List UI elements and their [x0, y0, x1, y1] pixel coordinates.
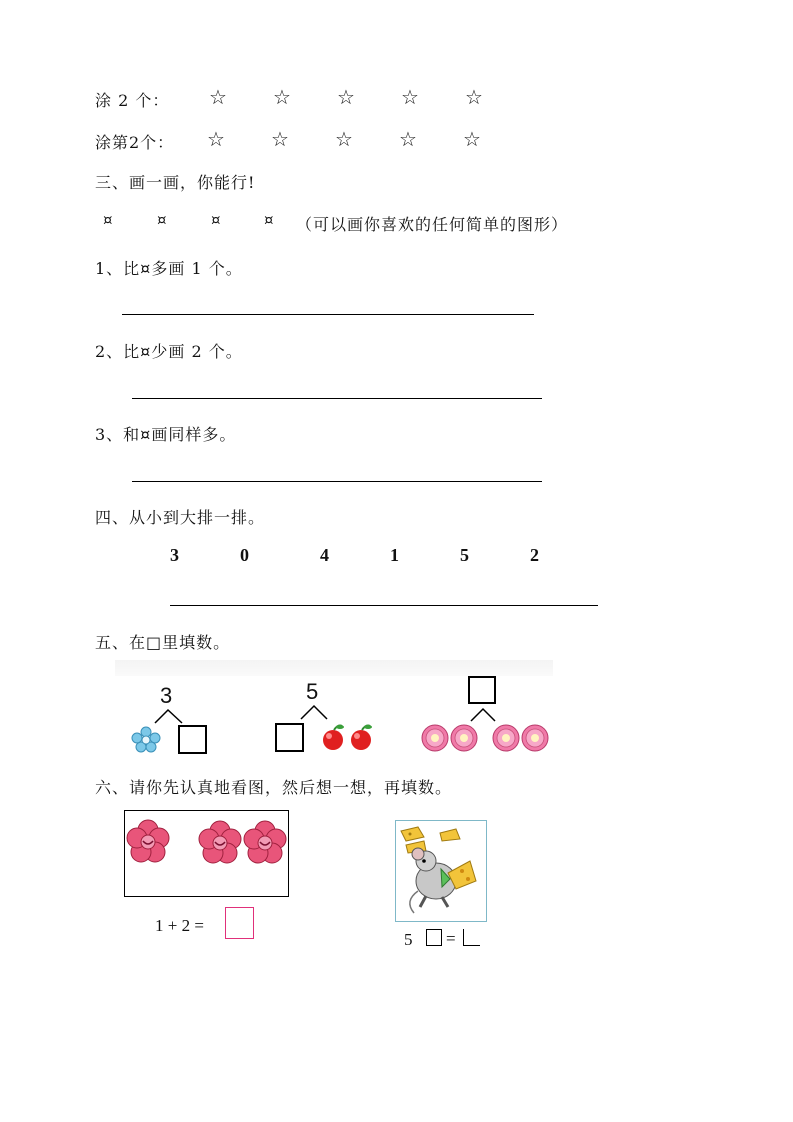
- sort-number: 5: [460, 545, 469, 565]
- star-icon[interactable]: ☆: [463, 127, 481, 151]
- apple-icons: [320, 722, 376, 752]
- currency-symbol-icon: ¤: [264, 211, 274, 229]
- sort-answer-line[interactable]: [170, 605, 598, 606]
- flower-picture-frame: [124, 810, 289, 897]
- tree-1-answer-box[interactable]: [178, 725, 207, 754]
- equation-1-answer-box[interactable]: [225, 907, 254, 939]
- question-3: 3、和¤画同样多。: [95, 425, 237, 444]
- star-icon[interactable]: ☆: [273, 85, 291, 109]
- tree-1-top-number: 3: [160, 683, 173, 708]
- currency-symbol-icon: ¤: [211, 211, 221, 229]
- equation-2-operator-box[interactable]: [426, 929, 442, 946]
- star-icon[interactable]: ☆: [401, 85, 419, 109]
- equation-1: 1 + 2 =: [155, 916, 204, 935]
- section-3-heading: 三、画一画，你能行!: [95, 173, 256, 192]
- section-4-heading: 四、从小到大排一排。: [95, 508, 266, 527]
- tree-2-top-number: 5: [306, 679, 319, 704]
- star-icon[interactable]: ☆: [271, 127, 289, 151]
- pink-flower-icons: [421, 724, 551, 756]
- tree-2-answer-box[interactable]: [275, 723, 304, 752]
- sort-number: 0: [240, 545, 249, 565]
- equation-2-left-number: 5: [404, 930, 413, 949]
- mouse-picture-frame: [395, 820, 487, 922]
- star-icon[interactable]: ☆: [209, 85, 227, 109]
- tree-3-branches: [466, 705, 506, 725]
- equation-2-equals: =: [446, 929, 456, 948]
- answer-line-1[interactable]: [122, 314, 534, 315]
- answer-line-3[interactable]: [132, 481, 542, 482]
- tree-2-branches: [297, 703, 337, 723]
- star-icon[interactable]: ☆: [465, 85, 483, 109]
- tree-1-branches: [150, 707, 190, 727]
- question-2: 2、比¤少画 2 个。: [95, 342, 243, 361]
- tree-3-top-box[interactable]: [468, 676, 496, 704]
- star-icon[interactable]: ☆: [399, 127, 417, 151]
- section-3-hint: （可以画你喜欢的任何简单的图形）: [296, 215, 569, 234]
- sort-number: 2: [530, 545, 539, 565]
- small-flower-icon: [131, 727, 161, 751]
- currency-symbol-icon: ¤: [157, 211, 167, 229]
- star-icon[interactable]: ☆: [335, 127, 353, 151]
- mouse-with-cheese-icon: [396, 821, 486, 921]
- answer-line-2[interactable]: [132, 398, 542, 399]
- red-flower-icons: [125, 811, 288, 896]
- decomposition-banner: [115, 660, 553, 676]
- color-row-2-label: 涂第2个：: [95, 133, 175, 152]
- currency-symbol-icon: ¤: [103, 211, 113, 229]
- equation-2-answer-box[interactable]: [463, 929, 480, 946]
- sort-number: 4: [320, 545, 329, 565]
- section-5-heading: 五、在□里填数。: [95, 633, 231, 652]
- sort-number: 3: [170, 545, 179, 565]
- section-6-heading: 六、请你先认真地看图，然后想一想，再填数。: [95, 778, 453, 797]
- color-row-1-label: 涂 2 个：: [95, 91, 170, 110]
- question-1: 1、比¤多画 1 个。: [95, 259, 243, 278]
- star-icon[interactable]: ☆: [337, 85, 355, 109]
- star-icon[interactable]: ☆: [207, 127, 225, 151]
- sort-number: 1: [390, 545, 399, 565]
